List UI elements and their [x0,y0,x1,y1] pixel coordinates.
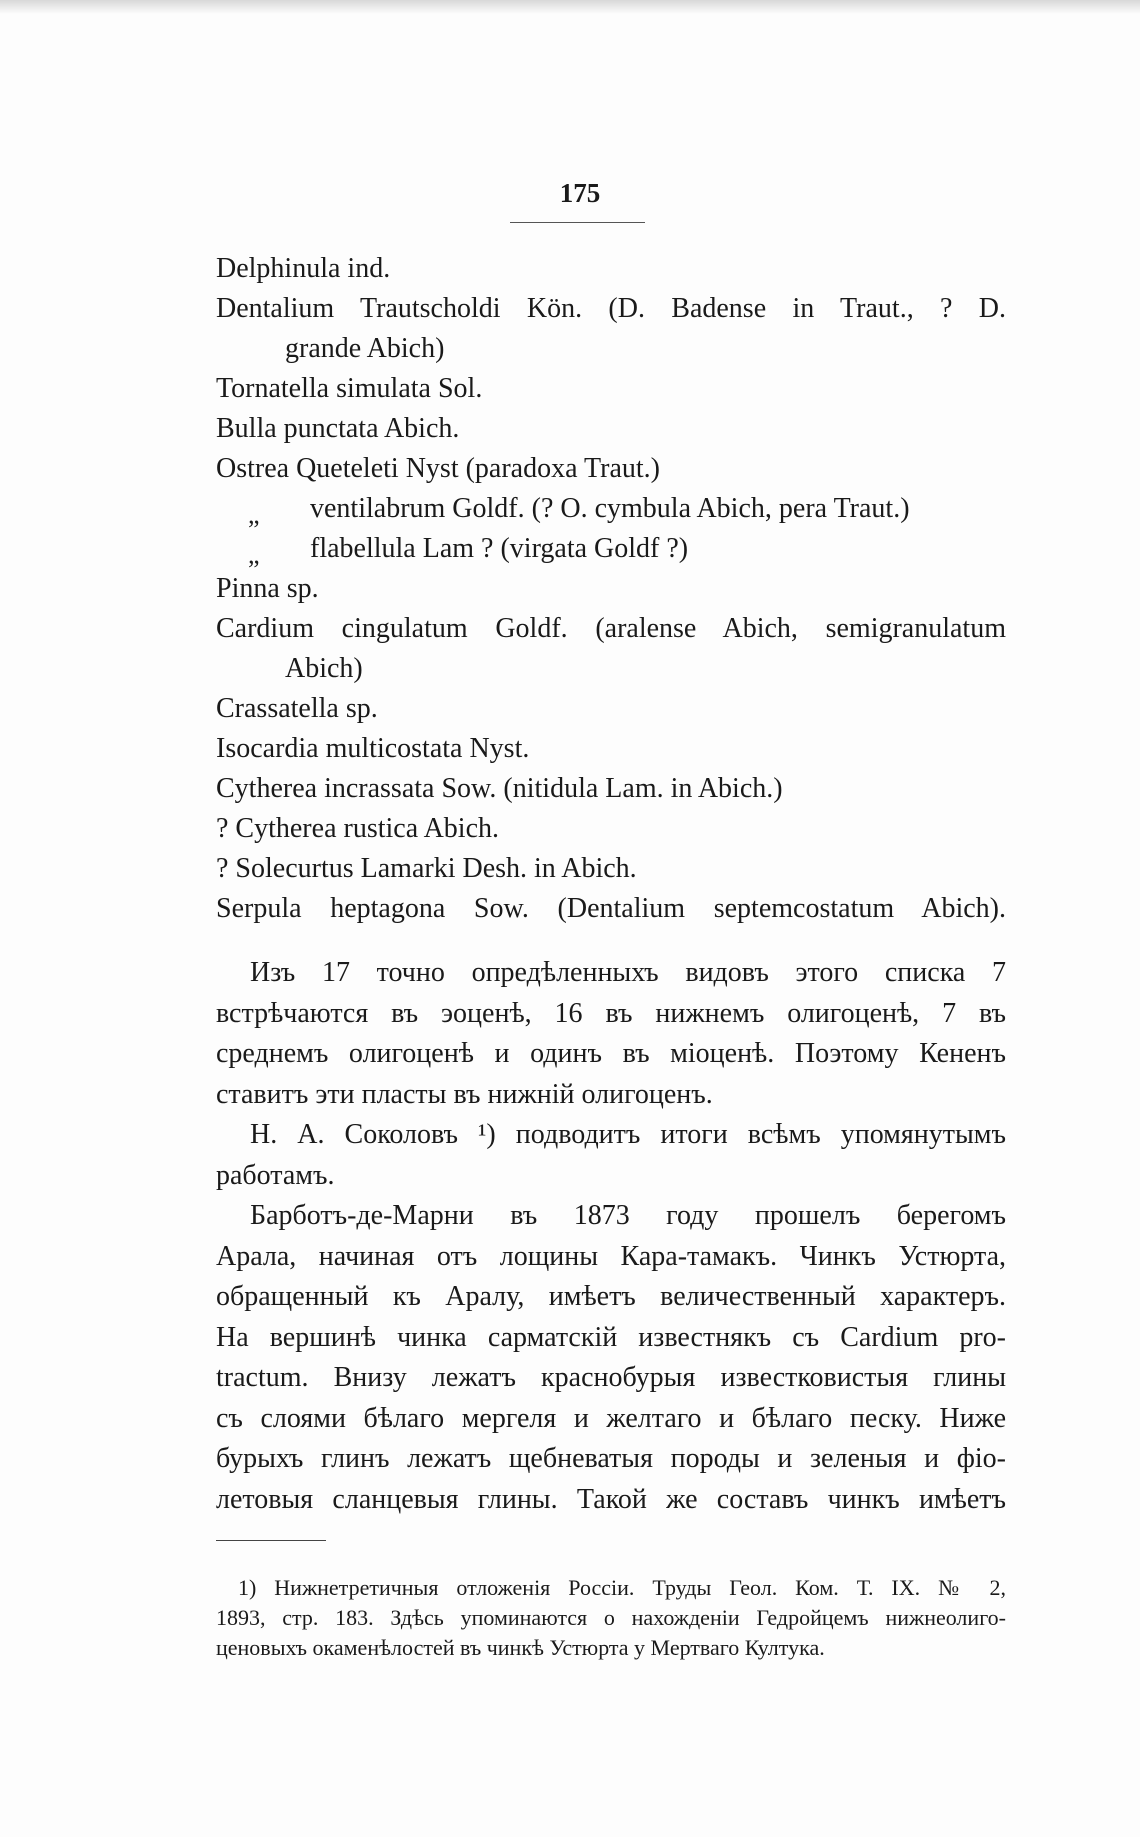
species-line-text: Ostrea Queteleti Nyst (paradoxa Traut.) [216,453,660,484]
ditto-mark: „ [248,500,260,529]
footnote-line-text: 1) Нижнетретичныя отложенія Россіи. Труды Геол. Ком. Т. IX. № 2, [238,1575,1006,1600]
footnote-line [216,1603,1006,1633]
species-line [216,449,1006,489]
footnote-line [216,1633,1006,1663]
footnote-line-text: 1893, стр. 183. Здѣсь упоминаются о нахожденіи Гедройцемъ нижнеолиго- [216,1605,1006,1630]
species-line [285,329,1006,369]
species-line-text: ventilabrum Goldf. (? O. cymbula Abich, pera Traut.) [310,493,910,524]
species-line-text: Cytherea incrassata Sow. (nitidula Lam. in Abich.) [216,773,783,804]
body-line-text: Барботъ-де-Марни въ 1873 году прошелъ берегомъ [250,1200,1006,1231]
species-line-text: grande Abich) [285,333,445,364]
footnote-rule [216,1540,326,1541]
body-line-text: Изъ 17 точно опредѣленныхъ видовъ этого списка 7 [250,957,1006,988]
body-line-text: среднемъ олигоценѣ и одинъ въ міоценѣ. Поэтому Кененъ [216,1038,1006,1069]
body-line-text: Арала, начиная отъ лощины Кара-тамакъ. Чинкъ Устюрта, [216,1240,1006,1272]
body-line-text: бурыхъ глинъ лежатъ щебневатыя породы и зеленыя и фіо- [216,1443,1006,1474]
species-line [216,609,1006,649]
species-line [216,569,1006,609]
species-line-text: Tornatella simulata Sol. [216,373,483,404]
body-line-text: встрѣчаются въ эоценѣ, 16 въ нижнемъ олигоценѣ, 7 въ [216,997,1006,1029]
species-line-text: Abich) [285,653,363,684]
species-line [248,529,1006,569]
species-line-text: ? Solecurtus Lamarki Desh. in Abich. [216,853,637,884]
body-line-text: работамъ. [216,1159,335,1191]
body-line [216,1439,1006,1479]
footnote-line-text: ценовыхъ окаменѣлостей въ чинкѣ Устюрта у Мертваго Култука. [216,1635,825,1660]
species-line [216,689,1006,729]
body-line [250,953,1006,993]
species-line-text: Dentalium Trautscholdi Kön. (D. Badense in Traut., ? D. [216,293,1006,324]
body-line [216,1480,1006,1520]
species-line [285,649,1006,689]
species-line-text: Cardium cingulatum Goldf. (aralense Abich, semigranulatum [216,613,1006,644]
body-line [216,1075,1006,1115]
body-line-text: Н. А. Соколовъ ¹) подводитъ итоги всѣмъ упомянутымъ [250,1119,1006,1150]
species-line [216,369,1006,409]
footnote-line [238,1573,1006,1603]
species-line [216,409,1006,449]
body-line [216,1399,1006,1439]
species-line-text: Bulla punctata Abich. [216,413,460,444]
species-line [216,769,1006,809]
species-line [216,249,1006,289]
body-line [216,1358,1006,1398]
body-line [250,1196,1006,1236]
body-line-text: летовыя сланцевыя глины. Такой же составъ чинкъ имѣетъ [216,1483,1006,1515]
body-line-text: обращенный къ Аралу, имѣетъ величественный характеръ. [216,1281,1006,1312]
page-number: 175 [559,178,601,208]
body-line [216,1318,1006,1358]
body-line-text: На вершинѣ чинка сарматскій известнякъ съ Cardium pro- [216,1321,1006,1353]
species-line-text: Delphinula ind. [216,253,391,284]
body-line [216,1237,1006,1277]
species-line-text: Pinna sp. [216,573,319,604]
body-line [216,1277,1006,1317]
body-line [250,1115,1006,1155]
species-line [248,489,1006,529]
body-line [216,1156,1006,1196]
species-line [216,889,1006,929]
page-number-rule [510,222,645,223]
species-line-text: Isocardia multicostata Nyst. [216,733,530,764]
species-line-text: Crassatella sp. [216,693,378,724]
body-line [216,994,1006,1034]
ditto-mark: „ [248,540,260,569]
species-line-text: Serpula heptagona Sow. (Dentalium septemcostatum Abich). [216,893,1006,924]
body-line [216,1034,1006,1074]
body-line-text: съ слоями бѣлаго мергеля и желтаго и бѣлаго песку. Ниже [216,1402,1006,1434]
species-line [216,729,1006,769]
body-line-text: tractum. Внизу лежатъ краснобурыя известковистыя глины [216,1362,1006,1393]
species-line-text: flabellula Lam ? (virgata Goldf ?) [310,533,689,564]
scan-edge [0,0,1140,14]
species-line [216,849,1006,889]
body-line-text: ставитъ эти пласты въ нижній олигоценъ. [216,1078,713,1110]
species-line [216,289,1006,329]
species-line [216,809,1006,849]
species-line-text: ? Cytherea rustica Abich. [216,813,500,844]
